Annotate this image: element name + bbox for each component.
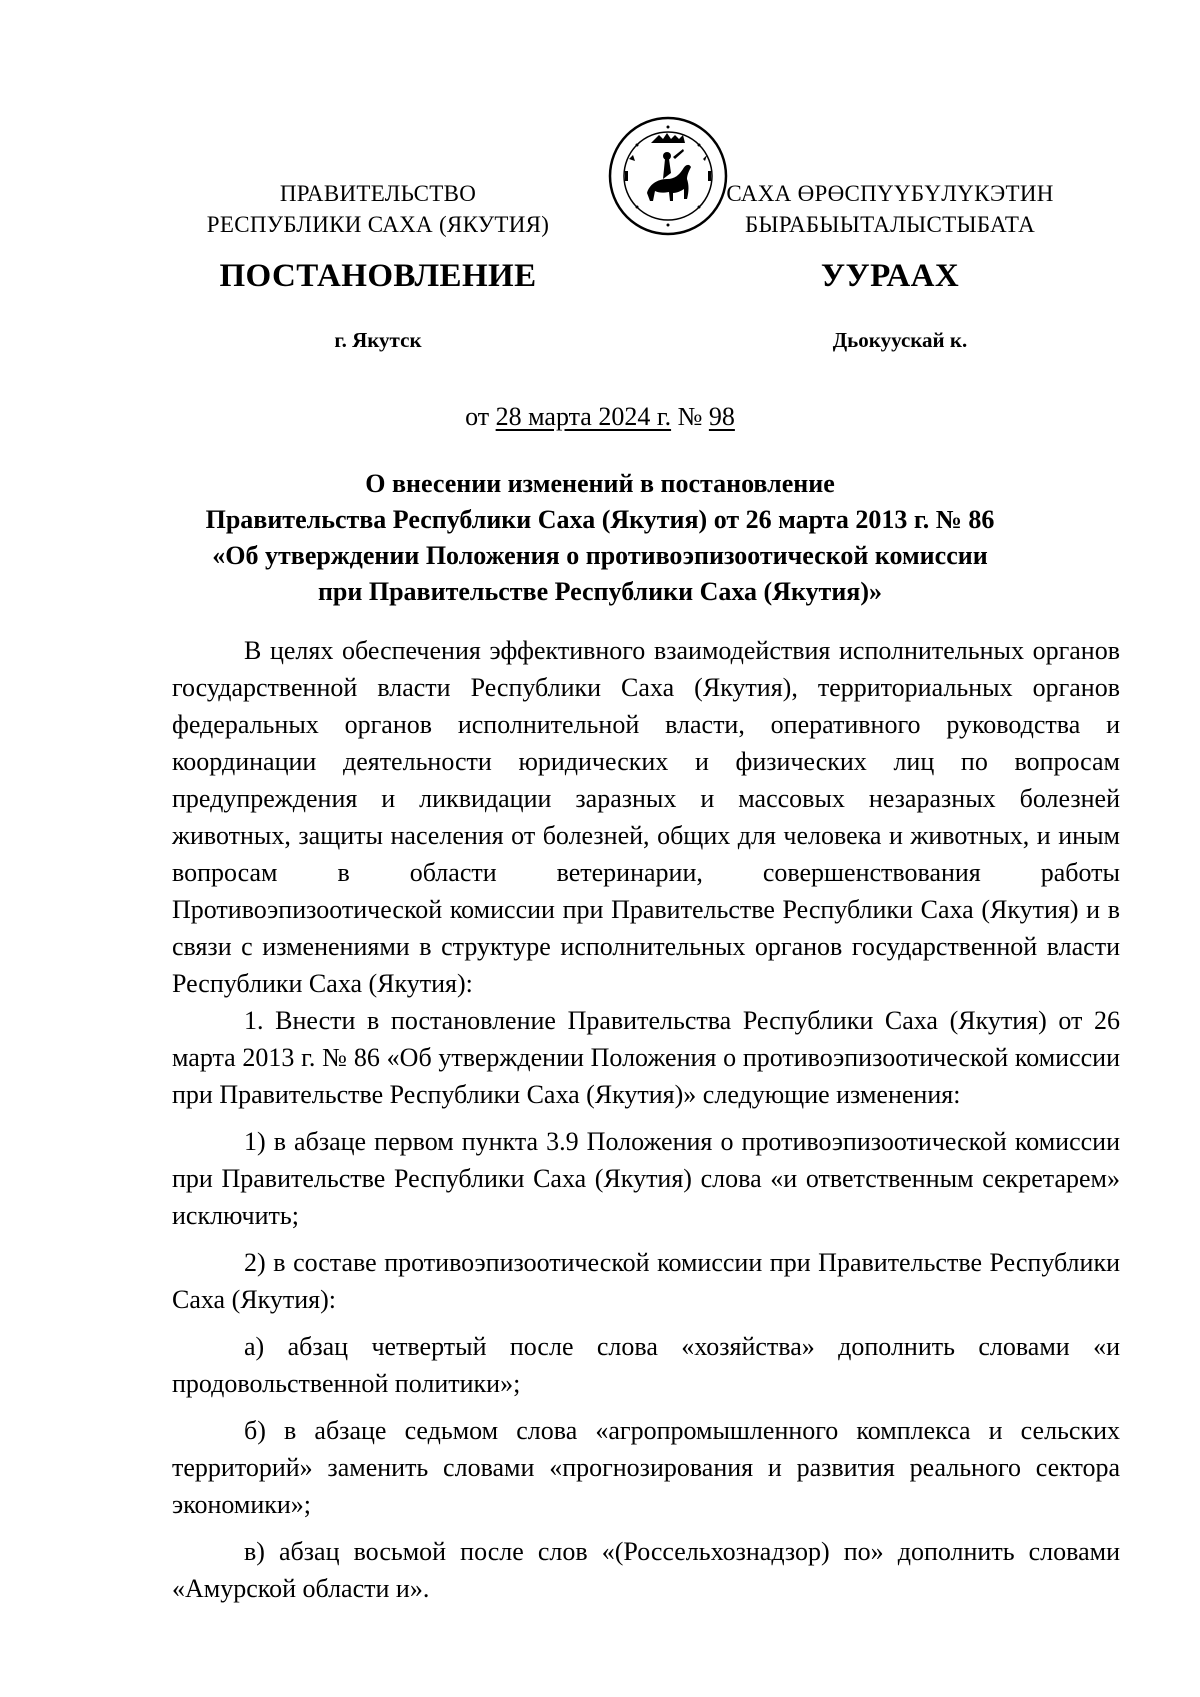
clause-a-paragraph: а) абзац четвертый после слова «хозяйства» дополнить словами «и продовольственной политики»; <box>172 1332 1120 1398</box>
date-prefix: от <box>465 402 490 431</box>
issuer-line-1-yakut: САХА ӨРӨСПҮҮБҮЛҮКЭТИН <box>726 181 1054 206</box>
title-line-1: О внесении изменений в постановление <box>365 469 835 498</box>
clause-1-2-paragraph: 2) в составе противоэпизоотической комиссии при Правительстве Республики Саха (Якутия): <box>172 1248 1120 1314</box>
document-type-yakut: УУРААХ <box>820 258 960 294</box>
city-russian: г. Якутск <box>334 328 422 352</box>
clause-b-paragraph: б) в абзаце седьмом слова «агропромышленного комплекса и сельских территорий» заменить словами «прогнозирования и развития реального сектора экономики»; <box>172 1416 1120 1519</box>
city-yakut: Дьокуускай к. <box>832 328 968 352</box>
issuer-name-russian <box>168 178 588 240</box>
issuer-line-2: РЕСПУБЛИКИ САХА (ЯКУТИЯ) <box>206 212 550 237</box>
clause-1-1-paragraph: 1) в абзаце первом пункта 3.9 Положения о противоэпизоотической комиссии при Правительстве Республики Саха (Якутия) слова «и ответственным секретарем» исключить; <box>172 1127 1120 1230</box>
clause-1-paragraph: 1. Внести в постановление Правительства Республики Саха (Якутия) от 26 марта 2013 г. № 86 «Об утверждении Положения о противоэпизоотической комиссии при Правительстве Республики Саха (Якутия)» следующие изменения: <box>172 1006 1120 1109</box>
issuer-line-2-yakut: БЫРАБЫЫТАЛЫСТЫБАТА <box>744 212 1036 237</box>
title-line-4: при Правительстве Республики Саха (Якутия)» <box>317 577 883 606</box>
document-date-number <box>0 402 1200 432</box>
clause-c-paragraph: в) абзац восьмой после слов «(Россельхознадзор) по» дополнить словами «Амурской области и». <box>172 1537 1120 1603</box>
preamble-paragraph: В целях обеспечения эффективного взаимодействия исполнительных органов государственной власти Республики Саха (Якутия), территориальных органов федеральных органов исполнительной власти, оперативного руководства и координации деятельности юридических и физических лиц по вопросам предупреждения и ликвидации заразных и массовых незаразных болезней животных, защиты населения от болезней, общих для человека и животных, и иным вопросам в области ветеринарии, совершенствования работы Противоэпизоотической комиссии при Правительстве Республики Саха (Якутия) и в связи с изменениями в структуре исполнительных органов государственной власти Республики Саха (Якутия): <box>172 636 1120 998</box>
document-body <box>172 632 1120 1607</box>
issuer-name-yakut <box>695 178 1085 240</box>
document-number: 98 <box>708 402 735 431</box>
issuer-line-1: ПРАВИТЕЛЬСТВО <box>279 181 477 206</box>
number-sign: № <box>677 402 703 431</box>
title-line-3: «Об утверждении Положения о противоэпизоотической комиссии <box>212 541 988 570</box>
document-type-russian: ПОСТАНОВЛЕНИЕ <box>219 258 537 294</box>
document-date: 28 марта 2024 г. <box>495 402 672 431</box>
document-title <box>150 466 1050 610</box>
title-line-2: Правительства Республики Саха (Якутия) от 26 марта 2013 г. № 86 <box>205 505 995 534</box>
